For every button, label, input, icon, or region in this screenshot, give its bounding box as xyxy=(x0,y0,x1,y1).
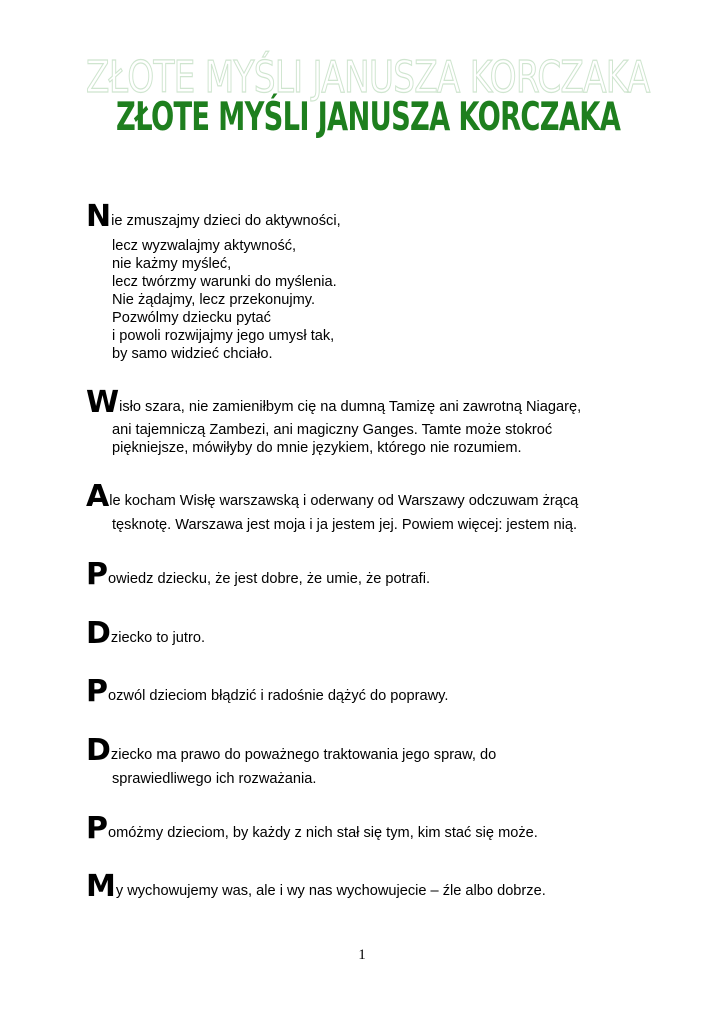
drop-cap: N xyxy=(86,199,112,234)
quote-first-line xyxy=(86,674,686,709)
page-number: 1 xyxy=(358,947,366,963)
drop-cap: W xyxy=(86,385,120,420)
quote-block xyxy=(86,199,686,363)
quote-line: sprawiedliwego ich rozważania. xyxy=(112,771,317,787)
quote-line: ani tajemniczą Zambezi, ani magiczny Ganges. Tamte może stokroć xyxy=(112,422,553,438)
quote-block xyxy=(86,869,686,904)
quote-line: piękniejsze, mówiłyby do mnie językiem, którego nie rozumiem. xyxy=(112,440,522,456)
quote-first-line xyxy=(86,869,686,904)
quote-block xyxy=(86,616,686,651)
quote-text: y wychowujemy was, ale i wy nas wychowujecie – źle albo dobrze. xyxy=(115,883,546,899)
drop-cap: A xyxy=(86,479,110,514)
quote-text: ziecko to jutro. xyxy=(110,630,205,646)
quote-line: by samo widzieć chciało. xyxy=(112,346,273,362)
quote-text: ie zmuszajmy dzieci do aktywności, xyxy=(111,213,341,229)
quote-text: ozwól dzieciom błądzić i radośnie dążyć do poprawy. xyxy=(108,688,449,704)
quote-block xyxy=(86,811,686,846)
quote-line: tęsknotę. Warszawa jest moja i ja jestem jej. Powiem więcej: jestem nią. xyxy=(112,517,578,533)
drop-cap: M xyxy=(86,869,116,904)
quote-text: owiedz dziecku, że jest dobre, że umie, że potrafi. xyxy=(108,571,431,587)
quote-line: Nie żądajmy, lecz przekonujmy. xyxy=(112,292,316,308)
quote-first-line xyxy=(86,385,686,420)
quote-first-line xyxy=(86,811,686,846)
quote-line: i powoli rozwijajmy jego umysł tak, xyxy=(112,328,335,344)
quote-first-line xyxy=(86,199,686,234)
drop-cap: P xyxy=(86,811,108,846)
quote-first-line xyxy=(86,616,686,651)
drop-cap: P xyxy=(86,557,108,592)
quote-block xyxy=(86,385,686,457)
quote-block xyxy=(86,479,686,534)
quote-block xyxy=(86,674,686,709)
page-title: ZŁOTE MYŚLI JANUSZA KORCZAKA xyxy=(116,95,621,140)
quote-first-line xyxy=(86,557,686,592)
quote-first-line xyxy=(86,733,686,768)
quote-line: nie każmy myśleć, xyxy=(112,256,232,272)
quote-block xyxy=(86,733,686,788)
quote-line: lecz twórzmy warunki do myślenia. xyxy=(112,274,337,290)
quote-text: ziecko ma prawo do poważnego traktowania jego spraw, do xyxy=(110,747,497,763)
quote-line: Pozwólmy dziecku pytać xyxy=(112,310,271,326)
quote-text: omóżmy dzieciom, by każdy z nich stał się tym, kim stać się może. xyxy=(108,825,538,841)
quote-text: isło szara, nie zamieniłbym cię na dumną Tamizę ani zawrotną Niagarę, xyxy=(119,399,582,415)
title-watermark: ZŁOTE MYŚLI JANUSZA KORCZAKA xyxy=(86,52,650,103)
drop-cap: D xyxy=(86,616,111,651)
quote-text: le kocham Wisłę warszawską i oderwany od Warszawy odczuwam żrącą xyxy=(109,493,579,509)
drop-cap: D xyxy=(86,733,111,768)
drop-cap: P xyxy=(86,674,108,709)
quote-first-line xyxy=(86,479,686,514)
quote-line: lecz wyzwalajmy aktywność, xyxy=(112,238,297,254)
quote-block xyxy=(86,557,686,592)
